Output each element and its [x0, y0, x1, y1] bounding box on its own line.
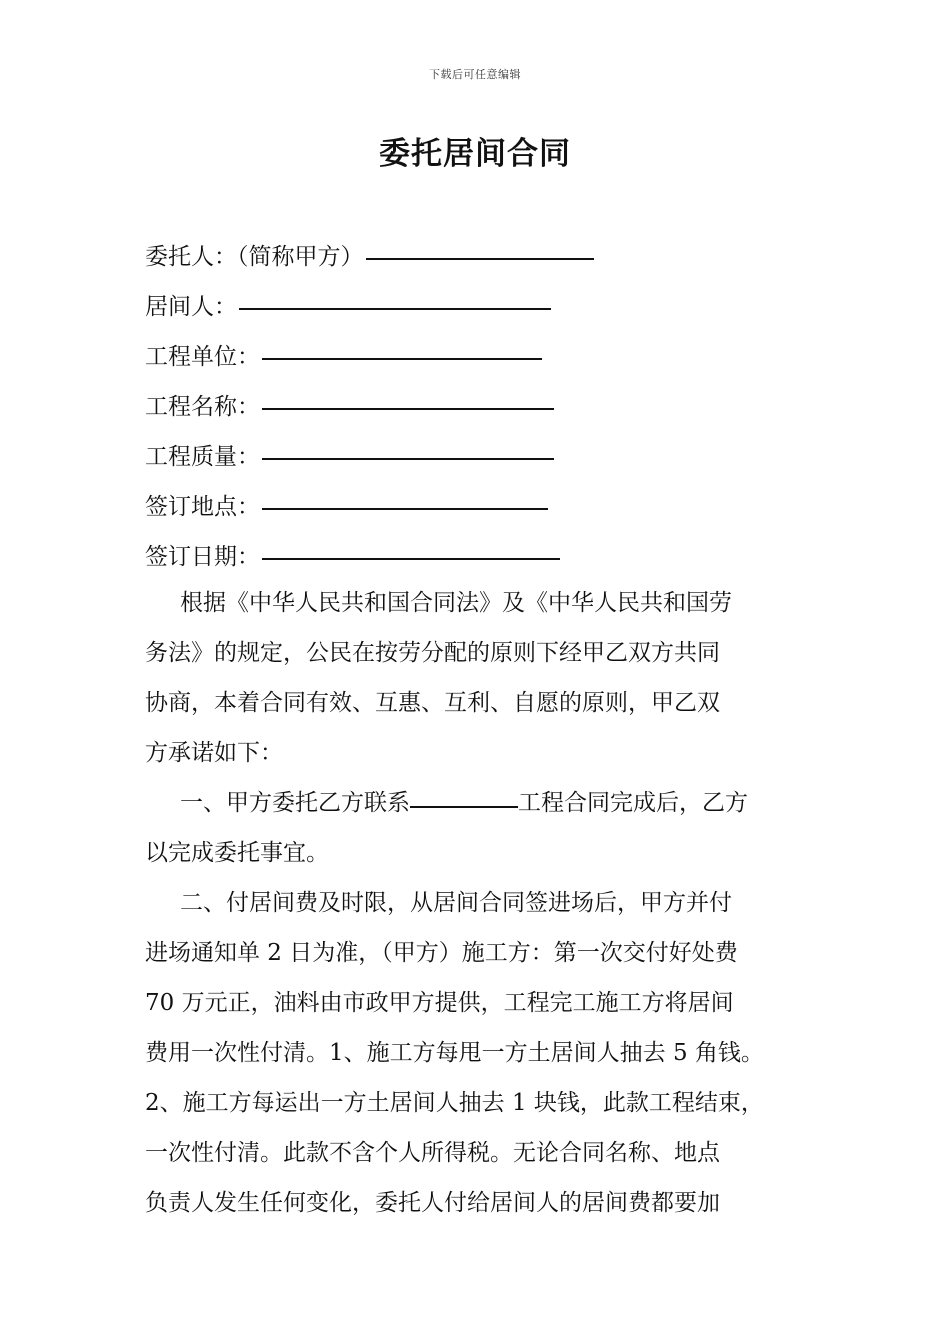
fill-blank — [410, 782, 518, 808]
clause-text: 一、甲方委托乙方联系 — [180, 790, 410, 816]
field-intermediary — [145, 278, 825, 328]
fill-blank — [239, 278, 551, 310]
paragraph-line: 进场通知单 2 日为准，（甲方）施工方：第一次交付好处费 — [145, 940, 738, 966]
field-label: 工程质量： — [145, 444, 260, 470]
paragraph-line: 70 万元正，油料由市政甲方提供，工程完工施工方将居间 — [145, 990, 734, 1016]
field-project-unit — [145, 328, 825, 378]
clause-1-paragraph — [145, 778, 825, 878]
document-body — [145, 228, 825, 1228]
fill-blank — [262, 328, 542, 360]
field-label: 工程名称： — [145, 394, 260, 420]
field-signing-place — [145, 478, 825, 528]
field-signing-date — [145, 528, 825, 578]
paragraph-line: 二、付居间费及时限，从居间合同签进场后，甲方并付 — [180, 890, 732, 916]
field-label: 工程单位： — [145, 344, 260, 370]
paragraph-line: 负责人发生任何变化，委托人付给居间人的居间费都要加 — [145, 1190, 720, 1216]
paragraph-line: 以完成委托事宜。 — [145, 840, 329, 866]
field-label: 签订日期： — [145, 544, 260, 570]
fill-blank — [262, 378, 554, 410]
paragraph-line: 费用一次性付清。1、施工方每甩一方土居间人抽去 5 角钱。 — [145, 1040, 764, 1066]
field-entrusting-party — [145, 228, 825, 278]
document-title: 委托居间合同 — [379, 136, 571, 172]
field-label: 签订地点： — [145, 494, 260, 520]
header-note: 下载后可任意编辑 — [429, 68, 521, 81]
field-label: 委托人：（简称甲方） — [145, 244, 364, 270]
paragraph-line: 方承诺如下： — [145, 740, 283, 766]
field-project-name — [145, 378, 825, 428]
clause-text: 工程合同完成后，乙方 — [518, 790, 748, 816]
field-project-quality — [145, 428, 825, 478]
paragraph-line: 协商，本着合同有效、互惠、互利、自愿的原则，甲乙双 — [145, 690, 720, 716]
fill-blank — [262, 528, 560, 560]
preamble-paragraph — [145, 578, 825, 778]
fill-blank — [262, 478, 548, 510]
fill-blank — [262, 428, 554, 460]
paragraph-line: 根据《中华人民共和国合同法》及《中华人民共和国劳 — [180, 590, 732, 616]
paragraph-line: 一次性付清。此款不含个人所得税。无论合同名称、地点 — [145, 1140, 720, 1166]
fill-blank — [366, 228, 594, 260]
field-label: 居间人： — [145, 294, 237, 320]
paragraph-line — [145, 778, 825, 828]
paragraph-line: 务法》的规定，公民在按劳分配的原则下经甲乙双方共同 — [145, 640, 720, 666]
paragraph-line: 2、施工方每运出一方土居间人抽去 1 块钱，此款工程结束， — [145, 1090, 764, 1116]
clause-2-paragraph — [145, 878, 825, 1228]
